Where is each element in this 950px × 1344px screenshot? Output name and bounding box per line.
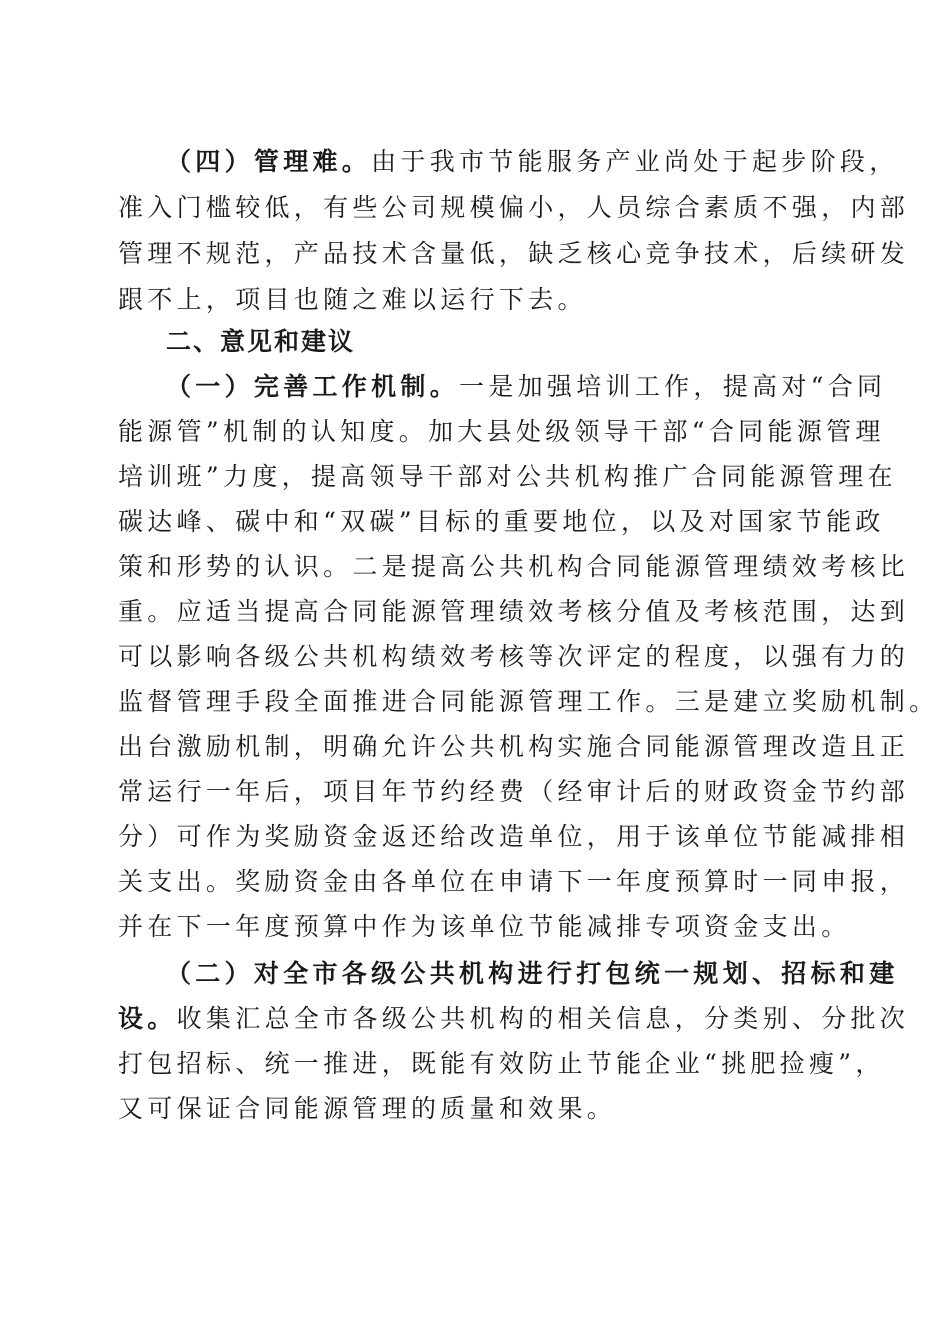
section-heading: 二、意见和建议 bbox=[166, 327, 356, 356]
paragraph-line: 重。应适当提高合同能源管理绩效考核分值及考核范围，达到 bbox=[118, 597, 910, 626]
paragraph-line: 出台激励机制，明确允许公共机构实施合同能源管理改造且正 bbox=[118, 732, 910, 761]
paragraph-line bbox=[118, 1004, 910, 1034]
paragraph-text: 收集汇总全市各级公共机构的相关信息，分类别、分批次 bbox=[176, 1004, 910, 1033]
paragraph-line: 能源管”机制的认知度。加大县处级领导干部“合同能源管理 bbox=[118, 417, 885, 446]
paragraph-line: 常运行一年后，项目年节约经费（经审计后的财政资金节约部 bbox=[118, 777, 910, 806]
subsection-lead: （二）对全市各级公共机构进行打包统一规划、招标和建 bbox=[166, 959, 899, 988]
paragraph-line: 培训班”力度，提高领导干部对公共机构推广合同能源管理在 bbox=[118, 462, 897, 491]
paragraph-line: 监督管理手段全面推进合同能源管理工作。三是建立奖励机制。 bbox=[118, 687, 939, 716]
paragraph-line: 管理不规范，产品技术含量低，缺乏核心竞争技术，后续研发 bbox=[118, 239, 910, 268]
subsection-lead: （四）管理难。 bbox=[166, 147, 372, 176]
paragraph-line: 关支出。奖励资金由各单位在申请下一年度预算时一同申报， bbox=[118, 867, 910, 896]
paragraph-line: 跟不上，项目也随之难以运行下去。 bbox=[118, 285, 587, 314]
paragraph-line: 碳达峰、碳中和“双碳”目标的重要地位，以及对国家节能政 bbox=[118, 507, 885, 536]
paragraph-line: 策和形势的认识。二是提高公共机构合同能源管理绩效考核比 bbox=[118, 552, 910, 581]
paragraph-line: 并在下一年度预算中作为该单位节能减排专项资金支出。 bbox=[118, 912, 851, 941]
subsection-lead: （一）完善工作机制。 bbox=[166, 372, 460, 401]
paragraph-line: 可以影响各级公共机构绩效考核等次评定的程度，以强有力的 bbox=[118, 642, 910, 671]
paragraph-text: 由于我市节能服务产业尚处于起步阶段， bbox=[371, 147, 899, 176]
paragraph-line: 又可保证合同能源管理的质量和效果。 bbox=[118, 1094, 617, 1123]
subsection-lead-continued: 设。 bbox=[118, 1004, 177, 1033]
paragraph-line: 分）可作为奖励资金返还给改造单位，用于该单位节能减排相 bbox=[118, 822, 910, 851]
paragraph-line: 打包招标、统一推进，既能有效防止节能企业“挑肥捡瘦”， bbox=[118, 1049, 885, 1078]
paragraph-line bbox=[166, 147, 899, 177]
paragraph-line: 准入门槛较低，有些公司规模偏小，人员综合素质不强，内部 bbox=[118, 193, 910, 222]
paragraph-line bbox=[166, 372, 886, 402]
paragraph-text: 一是加强培训工作，提高对“合同 bbox=[459, 372, 887, 401]
